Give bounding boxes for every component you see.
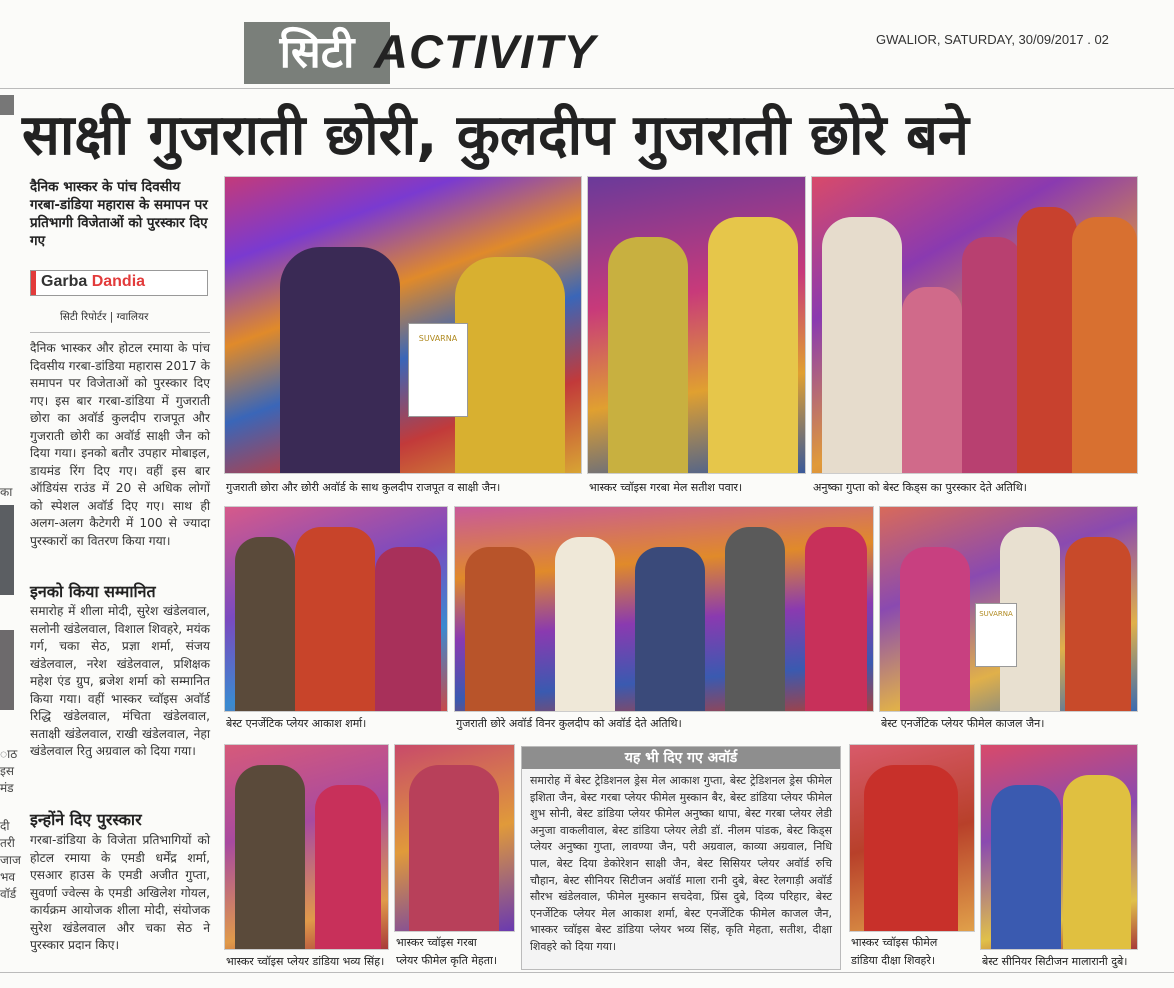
subhead-honoured: इनको किया सम्मानित xyxy=(30,582,156,601)
caption-photo-10: बेस्ट सीनियर सिटीजन मालारानी दुबे। xyxy=(982,955,1128,968)
edge-fragment: ाठ xyxy=(0,747,18,761)
tag-word-dandia: Dandia xyxy=(91,273,146,290)
person-figure xyxy=(235,765,305,949)
also-awards-box xyxy=(521,746,841,970)
caption-photo-9-line1: भास्कर च्वॉइस फीमेल xyxy=(851,936,938,949)
person-figure xyxy=(465,547,535,711)
person-figure xyxy=(315,785,381,949)
edge-photo-fragment xyxy=(0,505,14,595)
caption-photo-6: बेस्ट एनर्जेटिक प्लेयर फीमेल काजल जैन। xyxy=(881,717,1045,730)
edge-fragment: मंड xyxy=(0,781,14,795)
photo-kriti-mehta xyxy=(394,744,515,932)
masthead-title: ACTIVITY xyxy=(374,25,597,78)
person-figure xyxy=(1017,207,1077,473)
tag-word-garba: Garba xyxy=(41,273,88,290)
person-figure xyxy=(708,217,798,473)
person-figure xyxy=(991,785,1061,949)
person-figure xyxy=(235,537,295,711)
left-column-stub xyxy=(0,95,14,115)
person-figure xyxy=(1065,537,1131,711)
person-figure xyxy=(1063,775,1131,949)
caption-photo-9-line2: डांडिया दीक्षा शिवहरे। xyxy=(851,954,936,967)
dateline: GWALIOR, SATURDAY, 30/09/2017 . 02 xyxy=(876,32,1109,47)
person-figure xyxy=(900,547,970,711)
body-paragraph-3: गरबा-डांडिया के विजेता प्रतिभागियों को होटल रमाया के एमडी धर्मेंद्र शर्मा, एसआर हाउस के एमडी अजीत गुप्ता, सुवर्णा ज्वेल्स के एमडी अखिलेश गोयल, कार्यक्रम आयोजक शीला मोदी, संयोजक सुरेश खंडेलवाल और चका सेठ ने पुरस्कार प्रदान किए। xyxy=(30,833,210,952)
person-figure xyxy=(455,257,565,473)
photo-diksha-shivhare xyxy=(849,744,975,932)
photo-winners-kuldeep-sakshi xyxy=(224,176,582,474)
person-figure xyxy=(555,537,615,711)
person-figure xyxy=(1072,217,1137,473)
section-tag xyxy=(30,270,208,296)
also-awards-heading: यह भी दिए गए अवॉर्ड xyxy=(522,747,840,769)
header-rule xyxy=(0,88,1174,89)
edge-fragment: भव xyxy=(0,870,16,884)
person-figure xyxy=(280,247,400,473)
photo-kuldeep-award xyxy=(454,506,874,712)
headline: साक्षी गुजराती छोरी, कुलदीप गुजराती छोरे बने xyxy=(22,103,970,168)
person-figure xyxy=(805,527,867,711)
edge-photo-fragment xyxy=(0,630,14,710)
person-figure xyxy=(295,527,375,711)
edge-fragment: जाज xyxy=(0,853,21,867)
also-awards-text: समारोह में बेस्ट ट्रेडिशनल ड्रेस मेल आकाश गुप्ता, बेस्ट ट्रेडिशनल ड्रेस फीमेल इशिता जैन, बेस्ट गरबा प्लेयर फीमेल मुस्कान बैर, बेस्ट डांडिया प्लेयर फीमेल शुभ सोनी, बेस्ट डांडिया प्लेयर फीमेल अनुष्का थापा, बेस्ट गरबा प्लेयर लेडी अनुजा वाकलीवाल, बेस्ट डांडिया प्लेयर लेडी डॉ. नीलम पांडक, बेस्ट किड्स प्लेयर अनुष्का गुप्ता, लावण्या जैन, परी अग्रवाल, काव्या अग्रवाल, निधि पाल, बेस्ट दिया डेकोरेशन साक्षी जैन, बेस्ट सिसियर प्लेयर अवॉर्ड रुचि चौहान, बेस्ट सीनियर सिटीजन अवॉर्ड माला रानी दुबे, बेस्ट रेलगाड़ी अवॉर्ड सौरभ खंडेलवाल, फीमेल मुस्कान सचदेवा, प्रिंस दुबे, दिव्य परिहार, बेस्ट एनर्जेटिक प्लेयर मेल आकाश शर्मा, बेस्ट एनर्जेटिक फीमेल काजल जैन, भास्कर च्वॉइस बेस्ट डांडिया प्लेयर भव्य सिंह, कृति मेहता, सतीश, दीक्षा शिवहरे को दिया गया। xyxy=(530,774,832,953)
byline-rule xyxy=(30,332,210,333)
edge-fragment: दी xyxy=(0,819,10,833)
photo-bhavya-singh xyxy=(224,744,389,950)
edge-fragment: तरी xyxy=(0,836,15,850)
person-figure xyxy=(375,547,441,711)
award-board: SUVARNA xyxy=(408,323,468,417)
caption-photo-7: भास्कर च्वॉइस प्लेयर डांडिया भव्य सिंह। xyxy=(226,955,385,968)
person-figure xyxy=(608,237,688,473)
lede: दैनिक भास्कर के पांच दिवसीय गरबा-डांडिया महारास के समापन पर प्रतिभागी विजेताओं को पुरस्कार दिए गए xyxy=(30,179,208,249)
award-board: SUVARNA xyxy=(975,603,1017,667)
subhead-presenters: इन्होंने दिए पुरस्कार xyxy=(30,810,142,829)
footer-rule xyxy=(0,972,1174,973)
caption-photo-5: गुजराती छोरे अवॉर्ड विनर कुलदीप को अवॉर्ड देते अतिथि। xyxy=(456,717,682,730)
caption-photo-3: अनुष्का गुप्ता को बेस्ट किड्स का पुरस्कार देते अतिथि। xyxy=(813,481,1027,494)
edge-fragment: का xyxy=(0,485,13,499)
caption-photo-2: भास्कर च्वॉइस गरबा मेल सतीश पवार। xyxy=(589,481,743,494)
photo-kajal-jain xyxy=(879,506,1138,712)
caption-photo-1: गुजराती छोरा और छोरी अवॉर्ड के साथ कुलदीप राजपूत व साक्षी जैन। xyxy=(226,481,501,494)
caption-photo-8-line2: प्लेयर फीमेल कृति मेहता। xyxy=(396,954,498,967)
body-paragraph-1: दैनिक भास्कर और होटल रमाया के पांच दिवसीय गरबा-डांडिया महारास 2017 के समापन पर विजेताओं को पुरस्कार दिए गए। इस बार गरबा-डांडिया में गुजराती छोरा का अवॉर्ड कुलदीप राजपूत और गुजराती छोरी का अवॉर्ड साक्षी जैन को दिया गया। इनको बतौर उपहार मोबाइल, डायमंड रिंग दिए गए। वहीं इस बार ऑडियंस राउंड में 20 से अधिक लोगों को स्पेशल अवॉर्ड दिए गए। साथ ही अलग-अलग कैटेगरी में 100 से ज्यादा पुरस्कारों का वितरण किया गया। xyxy=(30,341,210,548)
edge-fragment: वॉर्ड xyxy=(0,887,17,901)
caption-photo-8-line1: भास्कर च्वॉइस गरबा xyxy=(396,936,477,949)
person-figure xyxy=(725,527,785,711)
caption-photo-4: बेस्ट एनर्जेटिक प्लेयर आकाश शर्मा। xyxy=(226,717,367,730)
photo-akash-sharma xyxy=(224,506,448,712)
tag-text xyxy=(41,273,145,291)
masthead-badge: सिटी xyxy=(244,22,390,84)
edge-fragment: इस xyxy=(0,764,15,778)
photo-anushka-gupta xyxy=(811,176,1138,474)
byline: सिटी रिपोर्टर | ग्वालियर xyxy=(60,311,149,323)
photo-satish-pawar xyxy=(587,176,806,474)
body-paragraph-2: समारोह में शीला मोदी, सुरेश खंडेलवाल, सलोनी खंडेलवाल, विशाल शिवहरे, मयंक गर्ग, चका सेठ, प्रज्ञा शर्मा, संजय खंडेलवाल, नरेश खंडेलवाल, प्रशिक्षक महेश एंड ग्रुप, ब्रजेश शर्मा को सम्मानित किया गया। वहीं भास्कर च्वॉइस अवॉर्ड रिद्धि खंडेलवाल, मंचिता खंडेलवाल, सताक्षी खंडेलवाल, राखी खंडेलवाल, नेहा खंडेलवाल रितु अग्रवाल को दिया गया। xyxy=(30,604,210,758)
photo-malarani-dubey xyxy=(980,744,1138,950)
person-figure xyxy=(962,237,1022,473)
person-figure xyxy=(822,217,902,473)
person-figure xyxy=(864,765,958,931)
person-figure xyxy=(635,547,705,711)
person-figure xyxy=(902,287,962,473)
person-figure xyxy=(409,765,499,931)
tag-accent-bar xyxy=(31,271,36,295)
